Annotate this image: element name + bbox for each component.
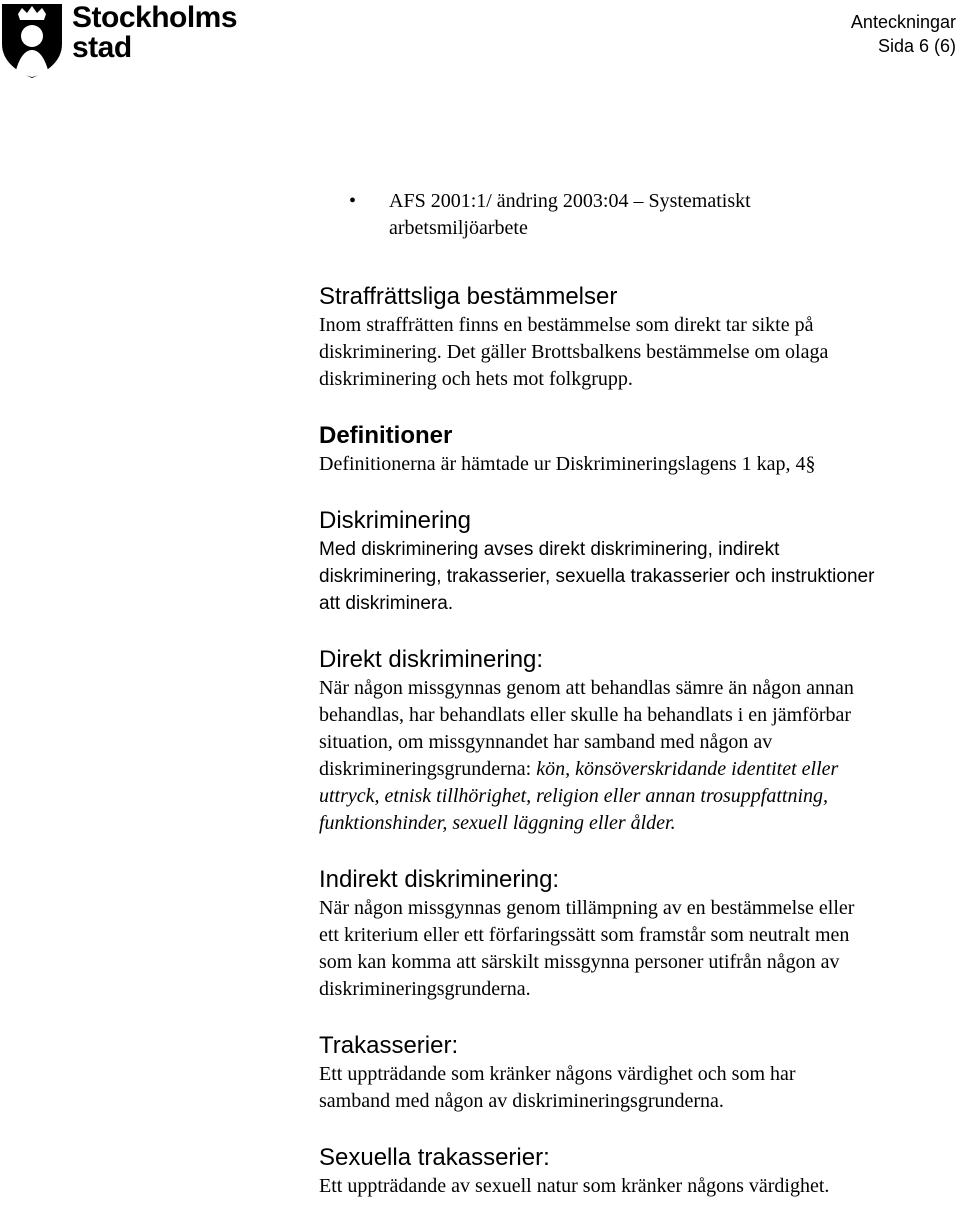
paragraph-line: som kan komma att särskilt missgynna personer utifrån någon av (319, 951, 840, 973)
section-heading: Straffrättsliga bestämmelser (319, 283, 618, 310)
logo (0, 0, 240, 80)
italic-text: kön, könsöverskridande identitet eller (536, 758, 839, 780)
section-heading: Trakasserier: (319, 1032, 459, 1059)
paragraph-line: Definitionerna är hämtade ur Diskrimineringslagens 1 kap, 4§ (319, 453, 816, 475)
plain-text: diskrimineringsgrunderna: (319, 758, 537, 780)
paragraph-line (319, 810, 951, 837)
section-indirekt (319, 865, 951, 1003)
bullet-text: AFS 2001:1/ ändring 2003:04 – Systematiskt (389, 190, 751, 212)
section-trakasserier (319, 1031, 951, 1115)
paragraph-line: att diskriminera. (319, 593, 454, 614)
section-heading: Diskriminering (319, 507, 472, 534)
paragraph-line: diskriminering och hets mot folkgrupp. (319, 368, 633, 390)
paragraph-line (319, 783, 951, 810)
page-header (851, 10, 956, 58)
bullet-text: arbetsmiljöarbete (389, 217, 528, 239)
section-diskriminering (319, 506, 951, 617)
paragraph-line: behandlas, har behandlats eller skulle ha behandlats i en jämförbar (319, 704, 852, 726)
paragraph-line: diskrimineringsgrunderna. (319, 978, 531, 1000)
paragraph-line: När någon missgynnas genom tillämpning av en bestämmelse eller (319, 897, 855, 919)
brand-name (72, 1, 238, 64)
paragraph-line: Ett uppträdande som kränker någons värdighet och som har (319, 1063, 796, 1085)
section-heading: Indirekt diskriminering: (319, 866, 560, 893)
paragraph-line: ett kriterium eller ett förfaringssätt som framstår som neutralt men (319, 924, 850, 946)
bullet-item (319, 188, 951, 242)
section-heading: Direkt diskriminering: (319, 646, 544, 673)
brand-line-1: Stockholms (72, 1, 238, 34)
paragraph-line: situation, om missgynnandet har samband med någon av (319, 731, 773, 753)
paragraph-line: samband med någon av diskrimineringsgrunderna. (319, 1090, 724, 1112)
bullet-dot-icon: • (349, 190, 357, 212)
section-sexuella (319, 1143, 951, 1200)
page-number: Sida 6 (6) (877, 36, 956, 56)
paragraph-line: Inom straffrätten finns en bestämmelse som direkt tar sikte på (319, 314, 814, 336)
document-body (319, 188, 951, 1228)
paragraph-line: diskriminering. Det gäller Brottsbalkens bestämmelse om olaga (319, 341, 829, 363)
section-definitioner (319, 421, 951, 478)
section-direkt (319, 645, 951, 837)
italic-text: uttryck, etnisk tillhörighet, religion eller annan trosuppfattning, (319, 785, 829, 807)
section-heading: Definitioner (319, 422, 453, 449)
italic-text: funktionshinder, sexuell läggning eller ålder. (319, 812, 676, 834)
paragraph-line: Med diskriminering avses direkt diskriminering, indirekt (319, 539, 780, 560)
paragraph-line: När någon missgynnas genom att behandlas sämre än någon annan (319, 677, 854, 699)
paragraph-line: diskriminering, trakasserier, sexuella trakasserier och instruktioner (319, 566, 875, 587)
section-heading: Sexuella trakasserier: (319, 1144, 550, 1171)
brand-line-2: stad (72, 31, 132, 64)
section-straffratt (319, 282, 951, 393)
paragraph-line (319, 756, 951, 783)
paragraph-line: Ett uppträdande av sexuell natur som kränker någons värdighet. (319, 1175, 830, 1197)
notes-label: Anteckningar (850, 12, 956, 32)
city-crest-icon (0, 0, 64, 80)
